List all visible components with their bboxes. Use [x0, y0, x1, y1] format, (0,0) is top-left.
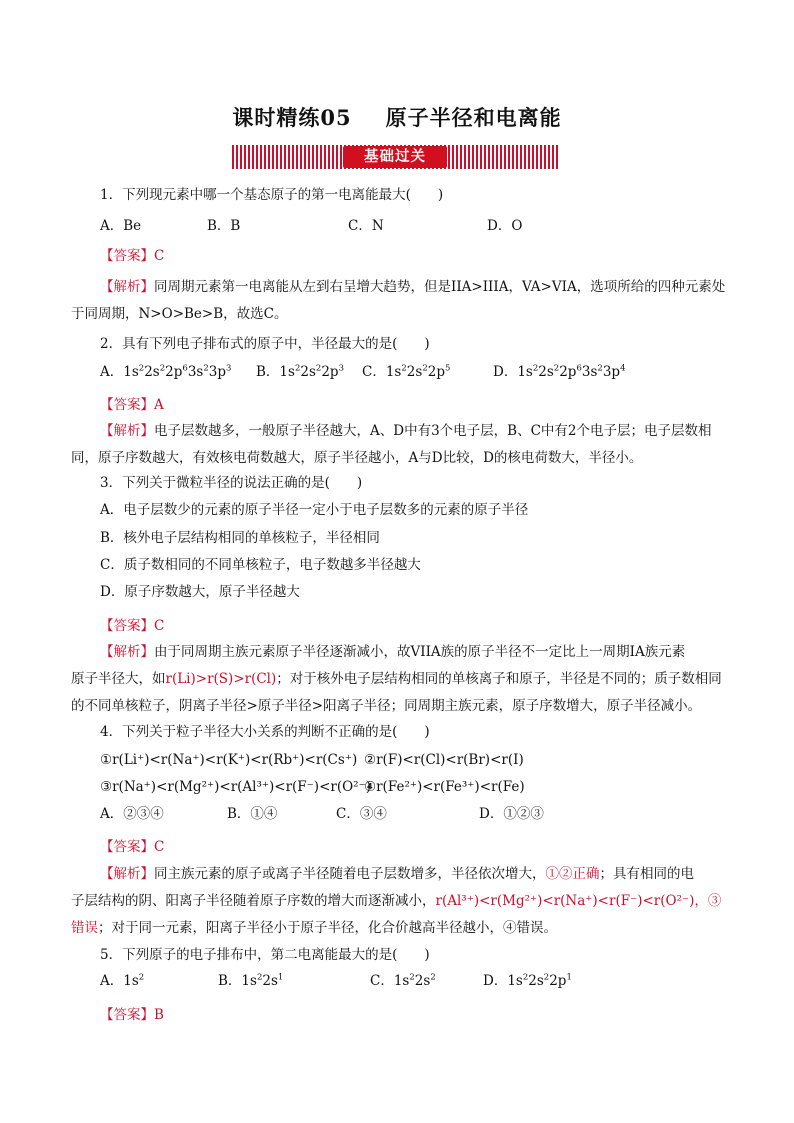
q5-stem: 5．下列原子的电子排布中，第二电离能最大的是( ): [100, 947, 430, 963]
q3-analysis-line-1: 【解析】由于同周期主族元素原子半径逐渐减小，故VIIA族的原子半径不一定比上一周期ⅠA族元素: [100, 644, 686, 660]
q1-options: [100, 217, 522, 235]
q4-option-b: B．①④: [227, 806, 278, 822]
q3-option-d: D．原子序数越大，原子半径越大: [100, 584, 300, 600]
q4-option-a: A．②③④: [100, 806, 164, 822]
q2-options: [100, 363, 625, 381]
q3-analysis-line-2: 原子半径大，如r(Li)>r(S)>r(Cl)；对于核外电子层结构相同的单核离子和原子，半径是不同的；质子数相同: [71, 671, 722, 687]
q3-option-b: B．核外电子层结构相同的单核粒子，半径相同: [100, 530, 380, 546]
q2-option-d: D．$1s^22s^22p^63s^23p^4$: [493, 363, 626, 380]
lesson-code: 课时精练05: [232, 105, 352, 130]
q4-analysis-line-3: 错误；对于同一元素，阳离子半径小于原子半径，化合价越高半径越小，④错误。: [71, 920, 557, 936]
q3-analysis-line-3: 的不同单核粒子，阴离子半径>原子半径>阳离子半径；同周期主族元素，原子序数增大，原子半径减小。: [71, 698, 702, 714]
q4-statement-3: ③r(Na⁺)<r(Mg²⁺)<r(Al³⁺)<r(F⁻)<r(O²⁻): [100, 779, 371, 795]
q1-option-c: C．N: [348, 218, 384, 234]
q4-statement-2: ②r(F)<r(Cl)<r(Br)<r(I): [364, 752, 524, 768]
q1-stem: 1．下列现元素中哪一个基态原子的第一电离能最大( ): [100, 187, 444, 203]
q5-options: [100, 972, 572, 990]
q5-option-d: D．$1s^22s^22p^1$: [483, 972, 572, 989]
q1-option-b: B．B: [207, 218, 241, 234]
q4-analysis-line-1: 【解析】同主族元素的原子或离子半径随着电子层数增多，半径依次增大，①②正确；具有相同的电: [100, 866, 694, 882]
q5-option-a: A．$1s^2$: [100, 972, 145, 989]
q2-stem: 2．具有下列电子排布式的原子中，半径最大的是( ): [100, 336, 430, 352]
q4-stem: 4．下列关于粒子半径大小关系的判断不正确的是( ): [100, 724, 430, 740]
q1-answer: 【答案】C: [100, 248, 165, 264]
q4-statements-row-1: [100, 751, 524, 769]
q4-option-c: C．③④: [336, 806, 387, 822]
q2-option-c: C．$1s^22s^22p^5$: [362, 363, 451, 380]
q4-option-d: D．①②③: [479, 806, 544, 822]
q4-statements-row-2: [100, 778, 525, 796]
q1-option-a: A．Be: [100, 218, 142, 234]
q3-answer: 【答案】C: [100, 618, 165, 634]
q4-answer: 【答案】C: [100, 839, 165, 855]
q2-analysis: 【解析】电子层数越多，一般原子半径越大，A、D中有3个电子层，B、C中有2个电子层；电子层数相同，原子序数越大，有效核电荷数越大，原子半径越小，A与D比较，D的核电荷数大，半径小。: [71, 423, 712, 466]
section-banner-label: 基础过关: [343, 146, 447, 168]
page-title: [0, 102, 794, 132]
q5-answer: 【答案】B: [100, 1007, 164, 1023]
q4-statement-4: ④r(Fe²⁺)<r(Fe³⁺)<r(Fe): [364, 779, 525, 795]
q3-option-c: C．质子数相同的不同单核粒子，电子数越多半径越大: [100, 557, 421, 573]
q4-statement-1: ①r(Li⁺)<r(Na⁺)<r(K⁺)<r(Rb⁺)<r(Cs⁺): [100, 752, 358, 768]
q4-analysis-line-2: 子层结构的阴、阳离子半径随着原子序数的增大而逐渐减小，r(Al³⁺)<r(Mg²⁺)<r(Na⁺)<r(F⁻)<r(O²⁻)，③: [71, 893, 722, 909]
q2-option-a: A．$1s^22s^22p^63s^23p^3$: [100, 363, 232, 380]
q1-option-d: D．O: [487, 218, 523, 234]
section-banner: [232, 145, 558, 169]
q4-options: [100, 805, 544, 823]
q1-analysis: 【解析】同周期元素第一电离能从左到右呈增大趋势，但是IIA>IIIA，VA>VIA，选项所给的四种元素处于同周期，N>O>Be>B，故选C。: [71, 279, 726, 322]
q5-option-c: C．$1s^22s^2$: [370, 972, 436, 989]
q5-option-b: B．$1s^22s^1$: [218, 972, 284, 989]
q2-answer: 【答案】A: [100, 397, 164, 413]
q3-stem: 3．下列关于微粒半径的说法正确的是( ): [100, 475, 363, 491]
lesson-name: 原子半径和电离能: [385, 105, 562, 130]
q2-option-b: B．$1s^22s^22p^3$: [256, 363, 344, 380]
q3-option-a: A．电子层数少的元素的原子半径一定小于电子层数多的元素的原子半径: [100, 502, 529, 518]
